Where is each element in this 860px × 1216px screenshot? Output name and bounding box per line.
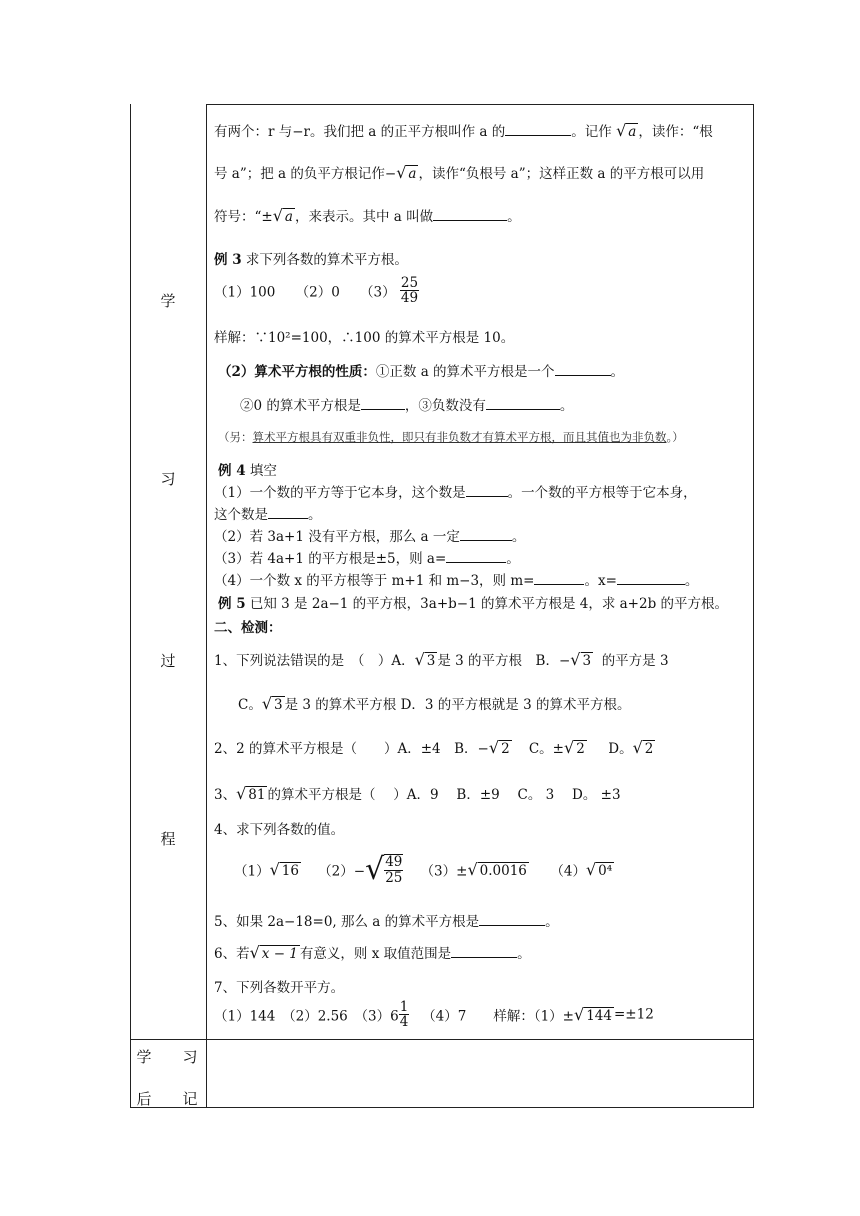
test-q5: 5、如果 2a−18=0, 那么 a 的算术平方根是 。 [214, 914, 559, 930]
example-4: 例 4 填空 [218, 463, 277, 479]
test-q6: 6、若√ x − 1 有意义，则 x 取值范围是 。 [214, 943, 531, 962]
blank [534, 571, 584, 585]
blank [446, 549, 506, 563]
notes-label-4: 记 [182, 1090, 198, 1108]
blank [486, 396, 560, 410]
blank [460, 527, 512, 541]
test-q7: 7、下列各数开平方。 [214, 980, 345, 996]
test-q4: 4、求下列各数的值。 [214, 822, 345, 838]
intro-line-1: 有两个：r 与−r。我们把 a 的正平方根叫作 a 的 。记作 √ a ，读作：“根 [214, 121, 713, 140]
notes-label-3: 后 [136, 1090, 152, 1108]
example-4-q1: （1）一个数的平方等于它本身，这个数是 。一个数的平方根等于它本身， [214, 485, 697, 501]
blank [466, 483, 508, 497]
sqrt-a: √ a [396, 163, 417, 182]
test-q1-cont: C。√ 3 是 3 的算术平方根 D．3 的平方根就是 3 的算术平方根。 [238, 694, 631, 713]
example-5: 例 5 已知 3 是 2a−1 的平方根，3a+b−1 的算术平方根是 4，求 a+2b 的平方根。 [218, 596, 729, 612]
blank [505, 122, 571, 136]
side-label-guo: 过 [160, 652, 176, 670]
example-4-q2: （2）若 3a+1 没有平方根，那么 a 一定 。 [214, 529, 526, 545]
property-line-1: （2）算术平方根的性质：①正数 a 的算术平方根是一个 。 [218, 364, 625, 380]
sqrt-16: √ 16 [269, 860, 299, 879]
blank [268, 505, 308, 519]
sqrt-3: √ 3 [414, 650, 436, 669]
table-bottom-border [130, 1107, 754, 1108]
blank [617, 571, 685, 585]
sqrt-144: √ 144 [574, 1005, 612, 1025]
property-line-2: ②0 的算术平方根是 ，③负数没有 。 [240, 398, 574, 414]
lesson-table [130, 104, 754, 1108]
table-left-border [130, 104, 131, 1108]
blank [479, 912, 545, 926]
test-q3: 3、√ 81 的算术平方根是（ ）A．9 B．±9 C。 3 D。 ±3 [214, 784, 621, 803]
sqrt-0-pow-4: √ 0⁴ [585, 860, 613, 879]
example-3: 例 3 求下列各数的算术平方根。 [214, 252, 408, 268]
example-4-q1-cont: 这个数是 。 [214, 507, 322, 523]
table-mid-border [206, 104, 207, 1108]
test-title: 二、检测： [214, 620, 282, 636]
test-q4-items: （1）√ 16 （2）−√ $\frac{49}{25}$ （3）±√ 0.0016 （4）√ 0⁴ [234, 852, 613, 887]
sqrt-49-25: √ $\frac{49}{25}$ [365, 852, 403, 887]
fraction-25-49: $\frac{25}{49}$ [400, 275, 419, 307]
test-q7-items: （1）144 （2）2.56 （3）6 $\frac{1}{4}$ （4）7 样解：（1）±√ 144 =±12 [214, 999, 654, 1031]
blank [555, 362, 611, 376]
side-label-cheng: 程 [160, 830, 176, 848]
intro-line-2: 号 a”；把 a 的负平方根记作−√ a ，读作“负根号 a”；这样正数 a 的平方根可以用 [214, 163, 705, 182]
sqrt-3: √ 3 [261, 694, 283, 713]
sqrt-2: √ 2 [488, 738, 510, 757]
example-3-items: （1）100 （2）0 （3） $\frac{25}{49}$ [214, 275, 419, 307]
intro-line-3: 符号：“±√ a ，来表示。其中 a 叫做 。 [214, 206, 521, 225]
side-label-xi: 习 [160, 470, 176, 488]
sqrt-x-minus-1: √ x − 1 [249, 943, 298, 962]
fraction-1-4: $\frac{1}{4}$ [399, 999, 409, 1031]
blank [433, 207, 507, 221]
blank [451, 944, 517, 958]
side-label-xue: 学 [160, 292, 176, 310]
sqrt-2: √ 2 [632, 738, 654, 757]
lesson-content [214, 104, 750, 1039]
example-4-q4: （4）一个数 x 的平方根等于 m+1 和 m−3，则 m= 。x= 。 [214, 573, 699, 589]
sqrt-a: √ a [272, 206, 293, 225]
sqrt-a: √ a [616, 121, 637, 140]
sqrt-0.0016: √ 0.0016 [467, 860, 527, 879]
test-q1: 1、下列说法错误的是 （ ）A．√ 3 是 3 的平方根 B．−√ 3 的平方是 3 [214, 650, 669, 669]
sqrt-2: √ 2 [563, 738, 585, 757]
blank [361, 396, 405, 410]
sqrt-81: √ 81 [236, 784, 266, 803]
example-3-sample: 样解：∵10²=100，∴100 的算术平方根是 10。 [214, 330, 515, 346]
notes-label-1: 学 [136, 1048, 152, 1066]
example-4-q3: （3）若 4a+1 的平方根是±5，则 a= 。 [214, 551, 520, 567]
sqrt-3: √ 3 [570, 650, 592, 669]
property-note: （另：算术平方根具有双重非负性，即只有非负数才有算术平方根，而且其值也为非负数。） [218, 430, 684, 444]
table-row-divider [130, 1039, 754, 1040]
table-right-border [753, 104, 754, 1108]
test-q2: 2、2 的算术平方根是（ ）A．±4 B．−√ 2 C。±√ 2 D。√ 2 [214, 738, 654, 757]
notes-label-2: 习 [182, 1048, 198, 1066]
